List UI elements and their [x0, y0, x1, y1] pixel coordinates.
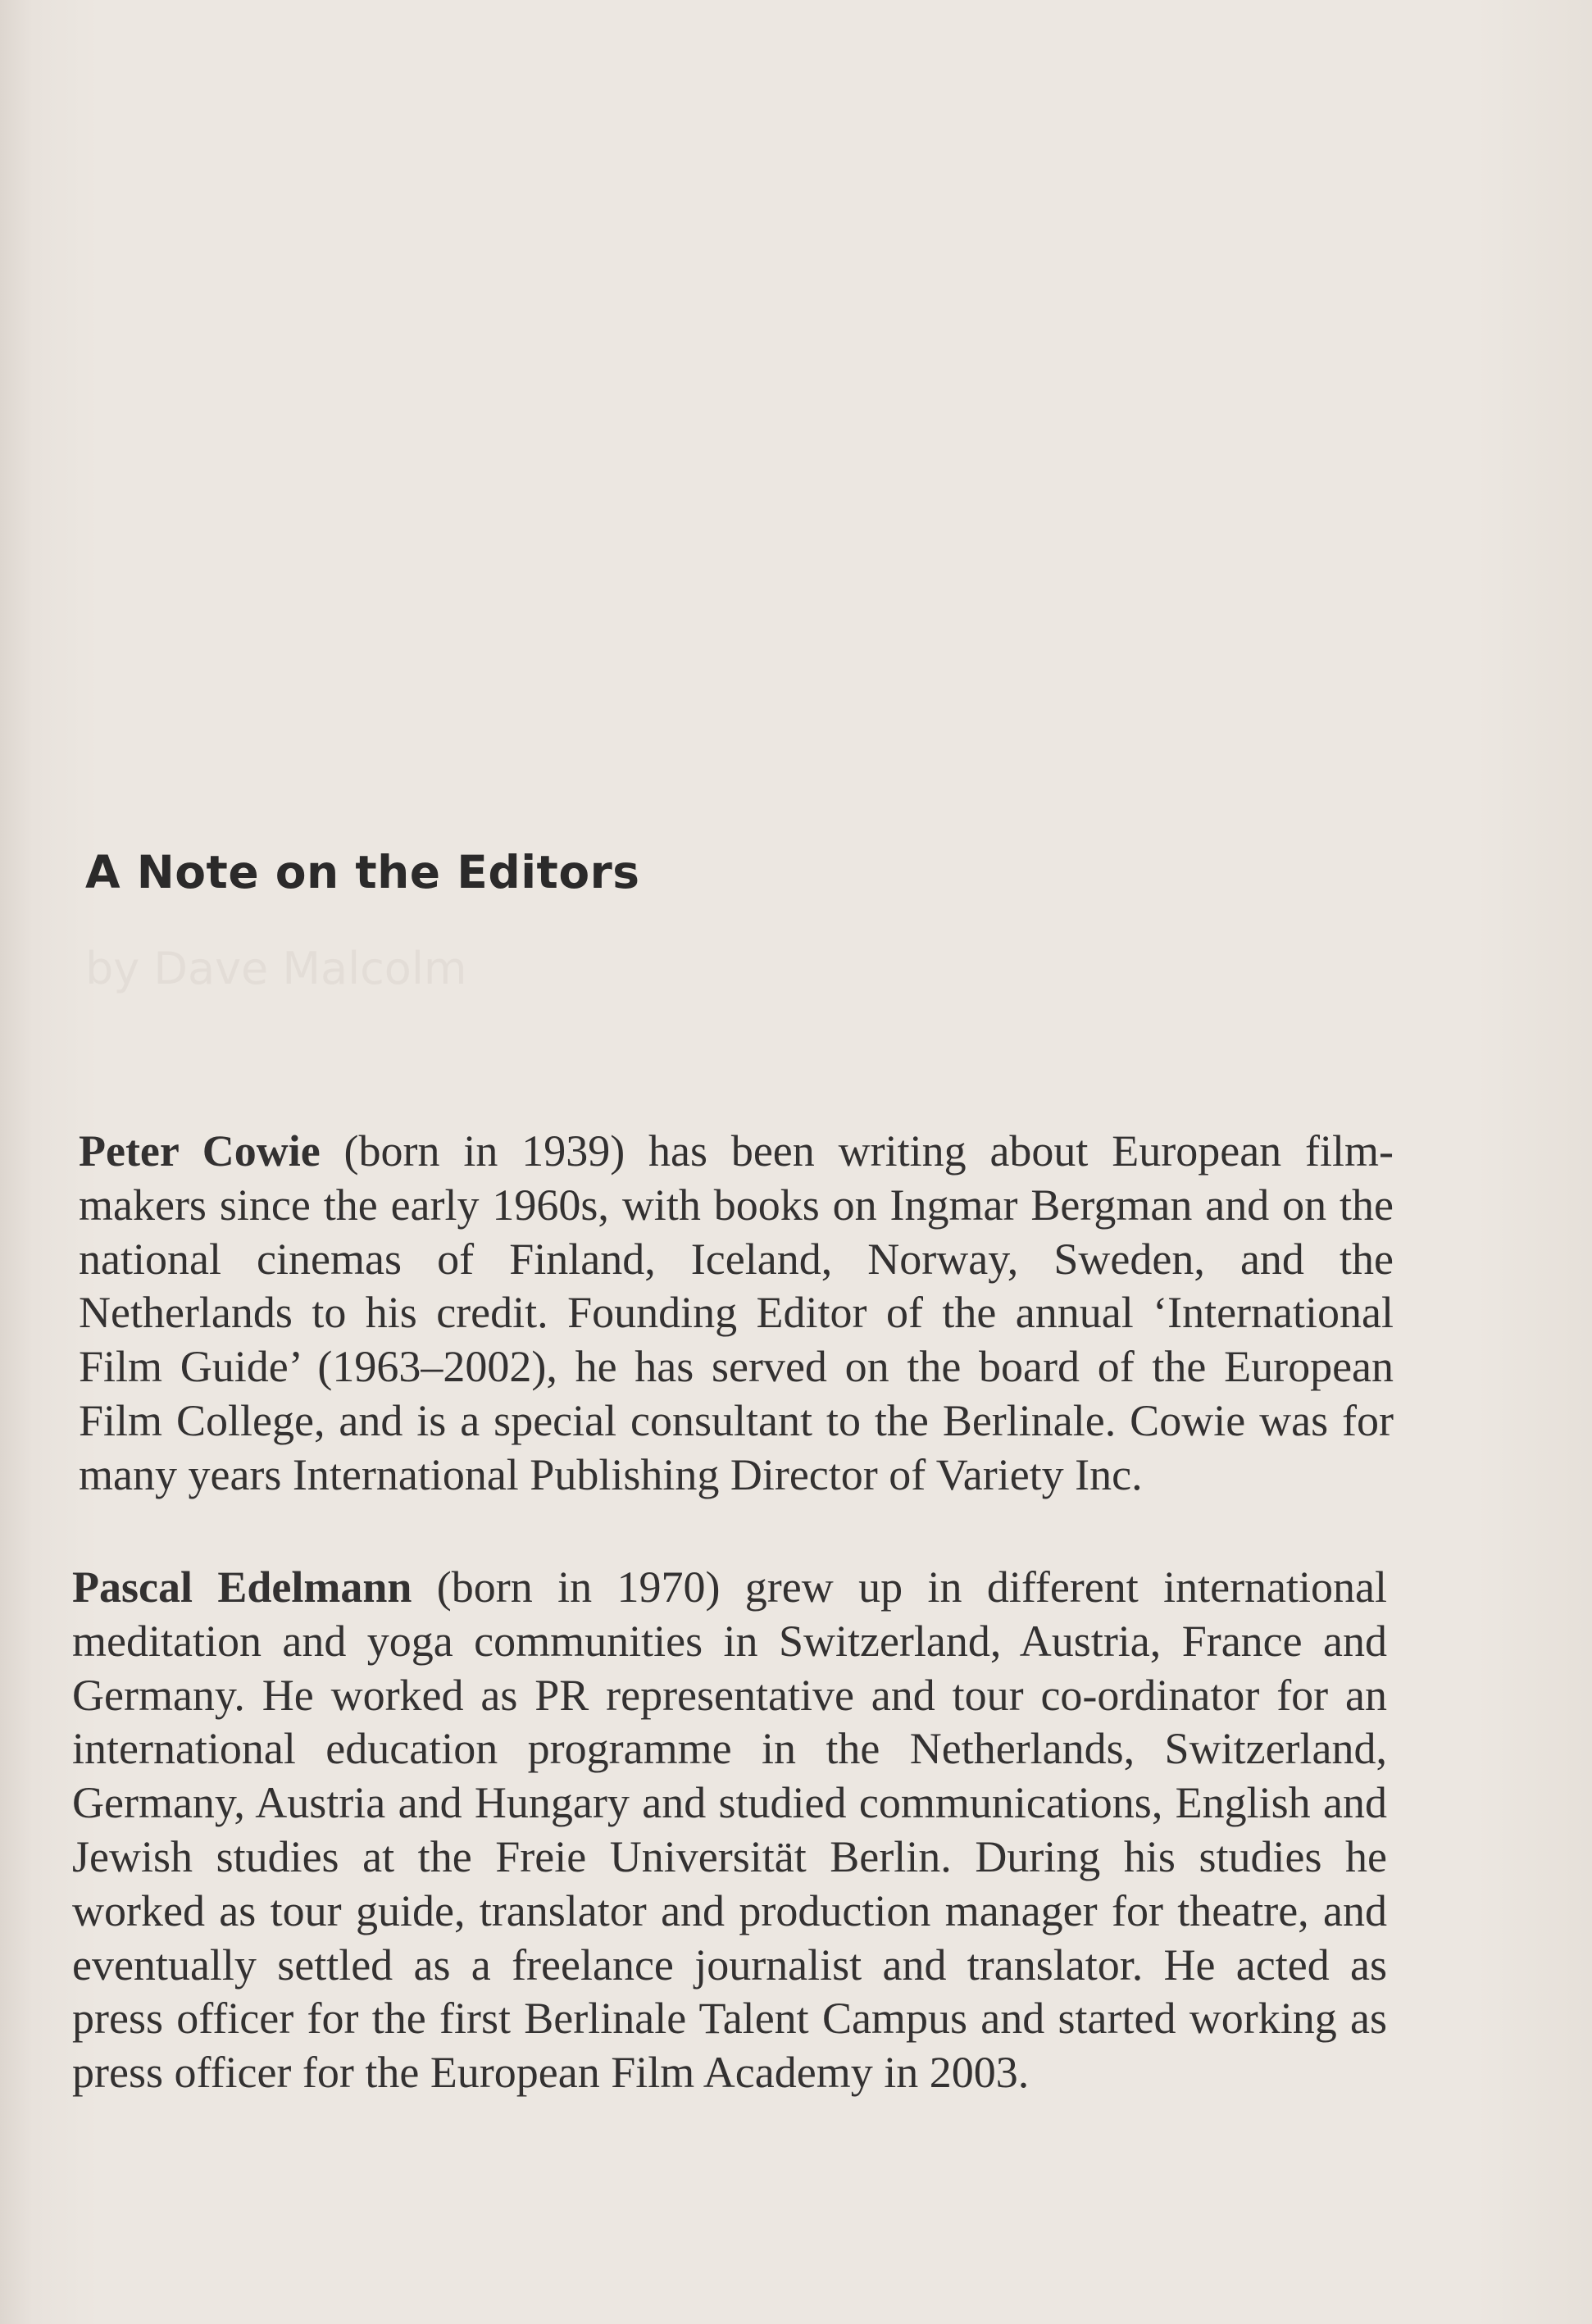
editor-bio-text: (born in 1970) grew up in different international meditation and yoga communities in Switzerland, Austria, France and Germany. He worked as PR representative and tour co-ordinator for an international education programme in the Netherlands, Switzerland, Germany, Austria and Hungary and studied communications, English and Jewish studies at the Freie Universität Berlin. During his studies he worked as tour guide, translator and production manager for theatre, and eventually settled as a freelance journalist and translator. He acted as press officer for the first Berlinale Talent Campus and started working as press officer for the European Film Academy in 2003.	[72, 1562, 1387, 2098]
show-through-text: by Dave Malcolm	[85, 943, 467, 994]
editor-name: Peter Cowie	[79, 1126, 321, 1176]
editor-bio-peter-cowie	[79, 1125, 1394, 1503]
editor-bio-text: (born in 1939) has been writing about European film-makers since the early 1960s, with books on Ingmar Bergman and on the national cinemas of Finland, Iceland, Norway, Sweden, and the Netherlands to his credit. Founding Editor of the annual ‘International Film Guide’ (1963–2002), he has served on the board of the European Film College, and is a special consultant to the Berlinale. Cowie was for many years International Publishing Director of Variety Inc.	[79, 1126, 1394, 1499]
editor-bio-pascal-edelmann	[72, 1561, 1387, 2100]
page-heading: A Note on the Editors	[85, 846, 640, 898]
editor-name: Pascal Edelmann	[72, 1562, 412, 1612]
